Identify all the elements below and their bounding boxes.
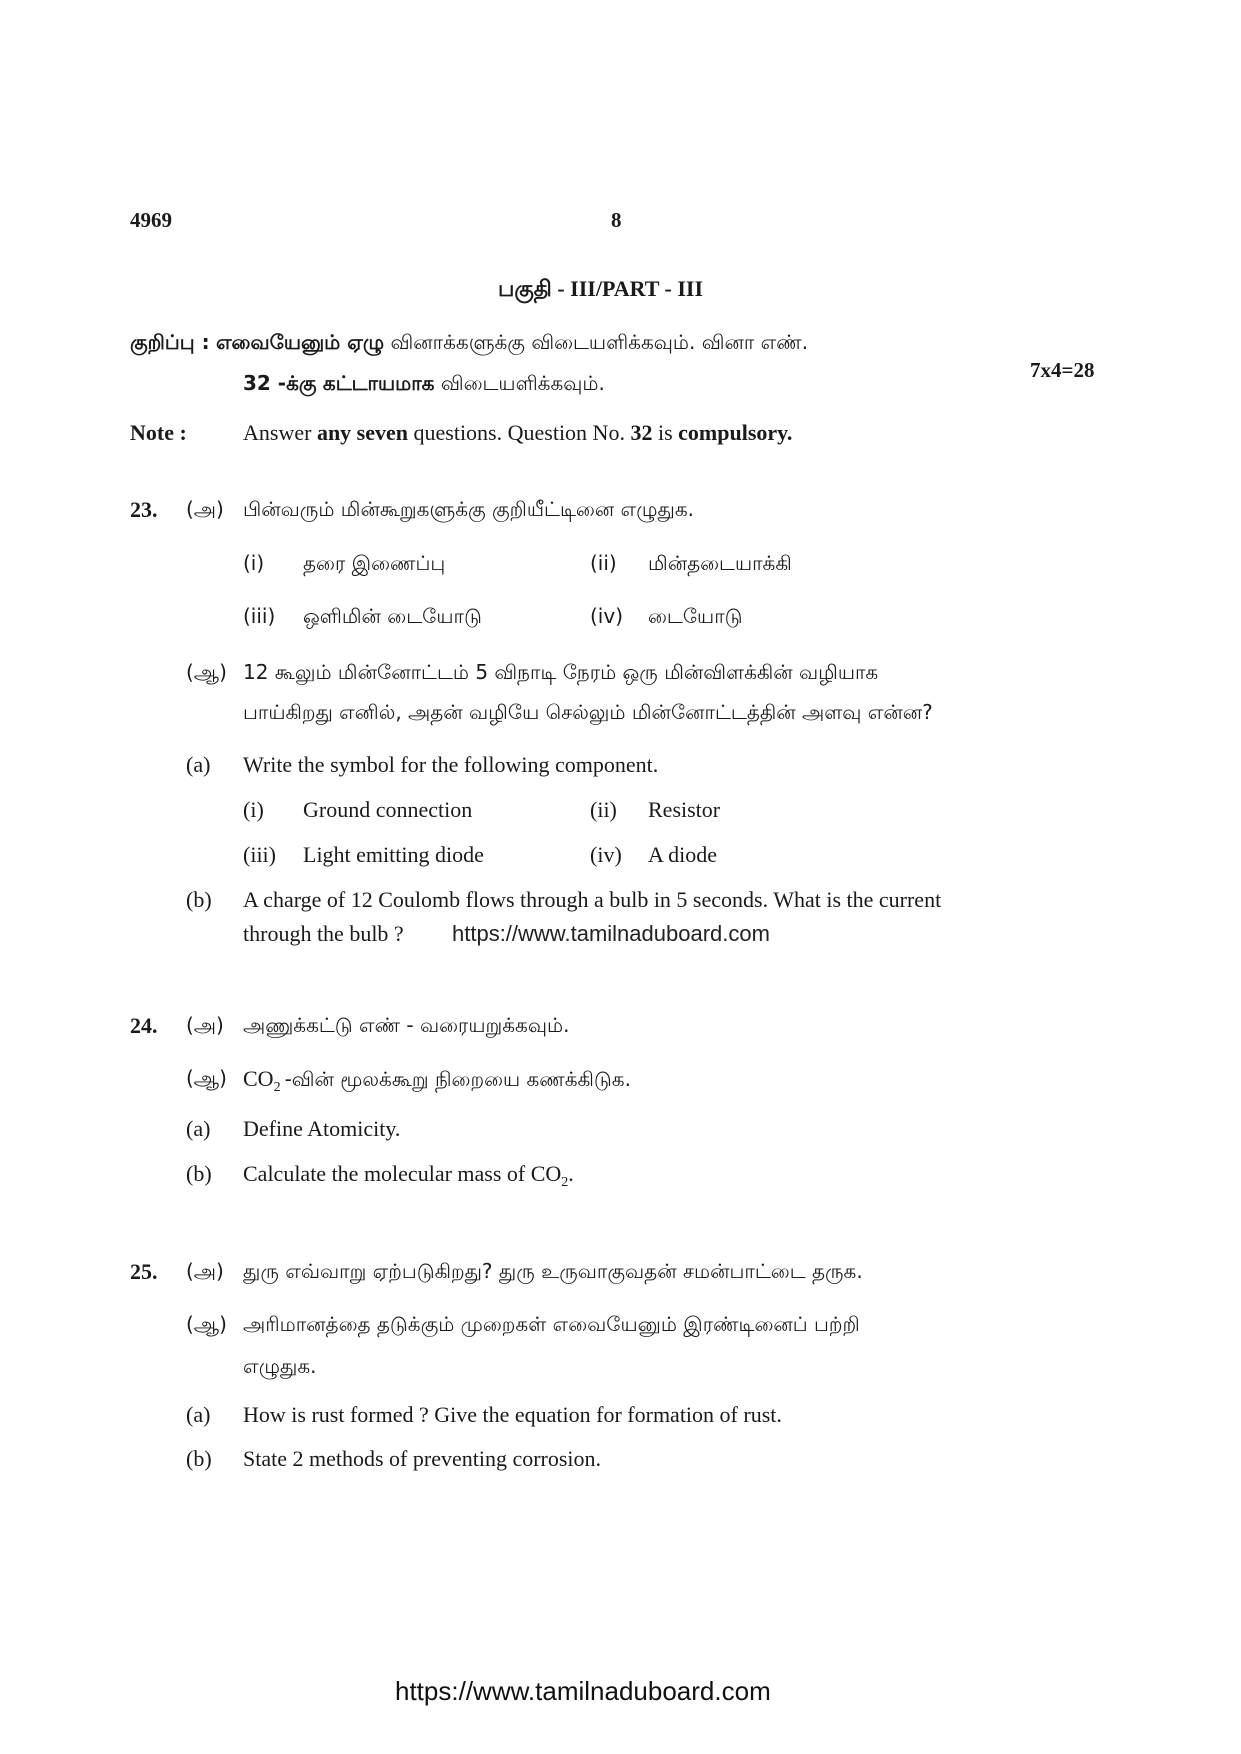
q23-ta-b-line1: 12 கூலும் மின்னோட்டம் 5 விநாடி நேரம் ஒரு மின்விளக்கின் வழியாக (243, 660, 879, 684)
note-text: Answer any seven questions. Question No. 32 is compulsory. (243, 420, 793, 445)
q25-ta-a-label: (அ) (186, 1259, 224, 1283)
watermark-url: https://www.tamilnaduboard.com (452, 921, 770, 946)
q23-en-item-i: Ground connection (303, 797, 473, 822)
page-number: 8 (611, 208, 622, 232)
q23-ta-b-label: (ஆ) (186, 660, 227, 684)
q24-ta-b-label: (ஆ) (186, 1066, 227, 1090)
q23-ta-item-i: தரை இணைப்பு (303, 551, 446, 575)
q23-ta-item-ii: மின்தடையாக்கி (648, 551, 792, 575)
q25-en-a-text: How is rust formed ? Give the equation for formation of rust. (243, 1402, 782, 1427)
q23-en-b-label: (b) (186, 887, 212, 912)
q23-ta-item-iii-label: (iii) (243, 604, 276, 628)
q23-ta-item-iv: டையோடு (648, 604, 743, 628)
q23-en-item-ii: Resistor (648, 797, 721, 822)
q23-ta-b-line2: பாய்கிறது எனில், அதன் வழியே செல்லும் மின்னோட்டத்தின் அளவு என்ன? (243, 700, 933, 724)
q23-en-item-ii-label: (ii) (590, 797, 617, 822)
marks-scheme: 7x4=28 (1030, 358, 1095, 382)
paper-code: 4969 (130, 208, 172, 232)
q25-ta-b-label: (ஆ) (186, 1312, 227, 1336)
part-title: பகுதி - III/PART - III (498, 276, 704, 301)
q24-ta-b-text: $CO_2$ -வின் மூலக்கூறு நிறையை கணக்கிடுக. (243, 1066, 631, 1095)
instruction-tamil-bold: எவையேனும் ஏழு (215, 330, 385, 354)
q25-en-a-label: (a) (186, 1402, 211, 1427)
q24-en-b-text: Calculate the molecular mass of $CO_2$. (243, 1161, 574, 1190)
q24-ta-a-text: அணுக்கட்டு எண் - வரையறுக்கவும். (243, 1013, 570, 1037)
q24-en-a-text: Define Atomicity. (243, 1116, 401, 1141)
footer-url: https://www.tamilnaduboard.com (395, 1676, 771, 1706)
q23-en-item-iv-label: (iv) (590, 842, 622, 867)
q23-ta-a-label: (அ) (186, 497, 224, 521)
q23-ta-item-iii: ஒளிமின் டையோடு (303, 604, 482, 628)
q23-ta-item-iv-label: (iv) (590, 604, 623, 628)
q24-en-b-label: (b) (186, 1161, 212, 1186)
q25-ta-b-line2: எழுதுக. (243, 1354, 317, 1378)
q23-en-a-text: Write the symbol for the following component. (243, 752, 659, 777)
q23-ta-item-i-label: (i) (243, 551, 265, 575)
q25-en-b-text: State 2 methods of preventing corrosion. (243, 1446, 602, 1471)
q23-en-item-i-label: (i) (243, 797, 264, 822)
q23-ta-item-ii-label: (ii) (590, 551, 617, 575)
q23-en-item-iii-label: (iii) (243, 842, 276, 867)
instruction-tamil-text: வினாக்களுக்கு விடையளிக்கவும். வினா எண். (390, 330, 809, 354)
q24-en-a-label: (a) (186, 1116, 211, 1141)
note-label: Note : (130, 420, 187, 445)
instruction-tamil-text2: விடையளிக்கவும். (440, 371, 605, 395)
q23-ta-a-text: பின்வரும் மின்கூறுகளுக்கு குறியீட்டினை எழுதுக. (243, 497, 695, 521)
q24-ta-a-label: (அ) (186, 1013, 224, 1037)
q25-ta-a-text: துரு எவ்வாறு ஏற்படுகிறது? துரு உருவாகுவதன் சமன்பாட்டை தருக. (243, 1259, 863, 1283)
q23-en-b-line2: through the bulb ? (243, 921, 404, 946)
q25-ta-b-line1: அரிமானத்தை தடுக்கும் முறைகள் எவையேனும் இரண்டினைப் பற்றி (243, 1312, 860, 1336)
q23-en-b-line1: A charge of 12 Coulomb flows through a bulb in 5 seconds. What is the current (243, 887, 942, 912)
instruction-tamil-line1 (130, 330, 808, 357)
q23-en-a-label: (a) (186, 752, 211, 777)
q25-en-b-label: (b) (186, 1446, 212, 1471)
q23-en-item-iv: A diode (648, 842, 718, 867)
instruction-tamil-line2 (243, 371, 605, 398)
question-number-23: 23. (130, 497, 158, 522)
instruction-tamil-bold2: கட்டாயமாக (322, 371, 435, 395)
q23-en-item-iii: Light emitting diode (303, 842, 484, 867)
question-number-24: 24. (130, 1013, 158, 1038)
question-number-25: 25. (130, 1259, 158, 1284)
instruction-tamil-label: குறிப்பு : (130, 330, 210, 354)
instruction-tamil-number: 32 -க்கு (243, 371, 317, 395)
